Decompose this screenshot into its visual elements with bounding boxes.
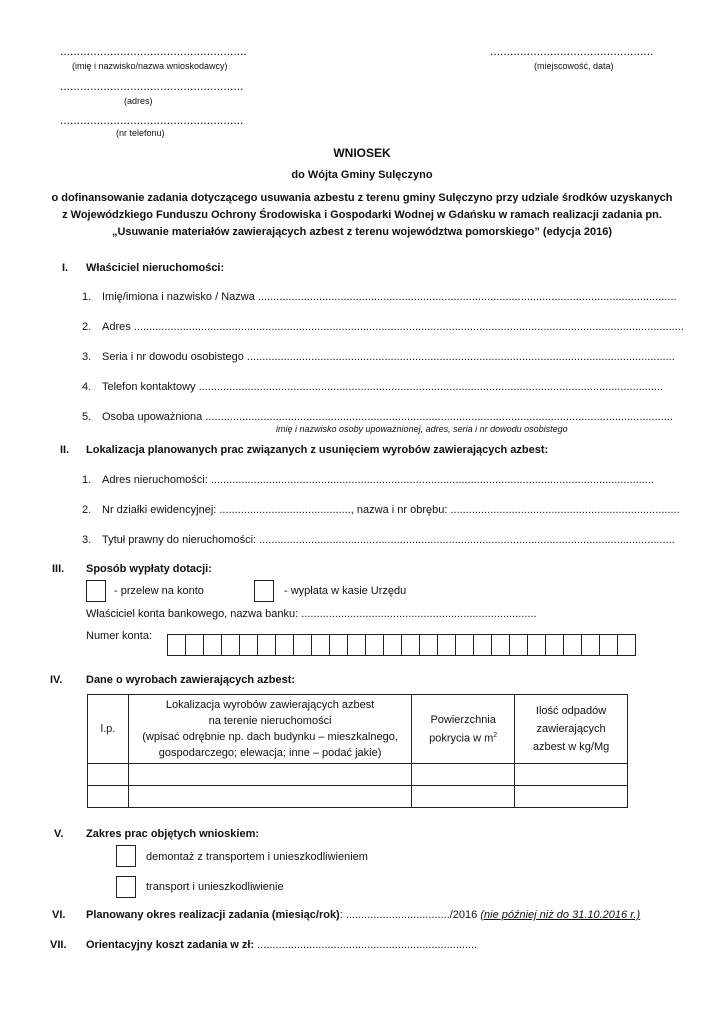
bank-owner-field[interactable]: Właściciel konta bankowego, nazwa banku: ............................................................................. (86, 608, 537, 620)
document-addressee: do Wójta Gminy Sulęczyno (291, 169, 433, 181)
account-digit-cell[interactable] (222, 635, 240, 656)
address-line[interactable]: ....................................................... (60, 79, 244, 93)
legal-title-number: 3. (82, 534, 92, 546)
account-digit-cell[interactable] (420, 635, 438, 656)
section-2-title: Lokalizacja planowanych prac związanych z usunięciem wyrobów zawierających azbest: (86, 444, 549, 456)
property-address-number: 1. (82, 474, 92, 486)
table-cell[interactable] (128, 786, 411, 808)
deadline-note: (nie później niż do 31.10.2016 r.) (480, 909, 641, 921)
phone-line[interactable]: ....................................................... (60, 113, 244, 127)
account-digit-cell[interactable] (186, 635, 204, 656)
section-1-number: I. (62, 262, 69, 274)
section-6-title: Planowany okres realizacji zadania (miesiąc/rok) (86, 909, 340, 921)
transfer-option-label: - przelew na konto (114, 585, 204, 597)
owner-address-number: 2. (82, 321, 92, 333)
table-row (88, 786, 628, 808)
col-area-line: Powierzchnia (430, 713, 496, 726)
account-digit-cell[interactable] (492, 635, 510, 656)
account-digit-cell[interactable] (564, 635, 582, 656)
section-2-number: II. (60, 444, 70, 456)
address-caption: (adres) (124, 96, 153, 106)
owner-id-number: 3. (82, 351, 92, 363)
account-digit-cell[interactable] (546, 635, 564, 656)
document-subject-line-1: o dofinansowanie zadania dotyczącego usuwania azbestu z terenu gminy Sulęczyno przy udziale środków uzyskanych (51, 192, 673, 204)
account-number-grid[interactable] (167, 634, 636, 656)
account-digit-cell[interactable] (348, 635, 366, 656)
transport-option-label: transport i unieszkodliwienie (146, 881, 284, 893)
authorized-person-number: 5. (82, 411, 92, 423)
parcel-number-number: 2. (82, 504, 92, 516)
document-subject-line-3: „Usuwanie materiałów zawierających azbest z terenu województwa pomorskiego” (edycja 2016) (111, 226, 613, 238)
cash-checkbox[interactable] (254, 580, 274, 602)
table-cell[interactable] (515, 764, 628, 786)
owner-phone-field[interactable]: Telefon kontaktowy ........................................................................................................................................................ (102, 381, 664, 393)
applicant-line[interactable]: ........................................................ (60, 44, 247, 58)
col-location-header (128, 695, 411, 764)
account-digit-cell[interactable] (438, 635, 456, 656)
col-waste-line: zawierających (536, 723, 606, 735)
dismantling-option-label: demontaż z transportem i unieszkodliwieniem (146, 851, 368, 863)
account-digit-cell[interactable] (276, 635, 294, 656)
table-cell[interactable] (128, 764, 411, 786)
transfer-checkbox[interactable] (86, 580, 106, 602)
col-area-superscript: 2 (493, 731, 498, 739)
section-1-title: Właściciel nieruchomości: (86, 262, 225, 274)
table-cell[interactable] (88, 786, 129, 808)
account-digit-cell[interactable] (600, 635, 618, 656)
owner-phone-number: 4. (82, 381, 92, 393)
property-address-field[interactable]: Adres nieruchomości: ................................................................................................................................................. (102, 474, 654, 486)
authorized-person-caption: imię i nazwisko osoby upoważnionej, adres, seria i nr dowodu osobistego (276, 424, 568, 434)
col-lp-header: l.p. (88, 695, 129, 764)
account-digit-cell[interactable] (168, 635, 186, 656)
section-5-title: Zakres prac objętych wnioskiem: (86, 828, 260, 840)
account-digit-cell[interactable] (204, 635, 222, 656)
account-digit-cell[interactable] (240, 635, 258, 656)
account-digit-cell[interactable] (510, 635, 528, 656)
table-cell[interactable] (88, 764, 129, 786)
table-row (88, 764, 628, 786)
owner-name-number: 1. (82, 291, 92, 303)
table-cell[interactable] (515, 786, 628, 808)
section-5-number: V. (54, 828, 64, 840)
col-location-line: (wpisać odrębnie np. dach budynku – mieszkalnego, (142, 731, 398, 743)
section-6-row (86, 909, 640, 921)
col-waste-line: Ilość odpadów (535, 705, 607, 717)
dismantling-checkbox[interactable] (116, 845, 136, 867)
place-date-caption: (miejscowość, data) (534, 61, 614, 71)
account-digit-cell[interactable] (312, 635, 330, 656)
col-location-line: Lokalizacja wyrobów zawierających azbest (165, 699, 375, 711)
account-digit-cell[interactable] (330, 635, 348, 656)
section-4-title: Dane o wyrobach zawierających azbest: (86, 674, 296, 686)
applicant-caption: (imię i nazwisko/nazwa wnioskodawcy) (72, 61, 228, 71)
col-area-header (412, 695, 515, 764)
legal-title-field[interactable]: Tytuł prawny do nieruchomości: ........................................................................................................................................ (102, 534, 675, 546)
document-title: WNIOSEK (333, 146, 391, 160)
col-area-unit: pokrycia w m (429, 732, 494, 745)
account-digit-cell[interactable] (528, 635, 546, 656)
cost-field[interactable]: ........................................................................ (257, 939, 478, 951)
account-digit-cell[interactable] (618, 635, 636, 656)
authorized-person-field[interactable]: Osoba upoważniona ......................................................................................................................................................... (102, 411, 673, 423)
owner-name-field[interactable]: Imię/imiona i nazwisko / Nazwa ......................................................................................................................................... (102, 291, 677, 303)
account-digit-cell[interactable] (582, 635, 600, 656)
owner-address-field[interactable]: Adres .................................................................................................................................................................................... (102, 321, 684, 333)
period-field[interactable]: : ................................../2016 (339, 909, 478, 921)
account-number-label: Numer konta: (86, 630, 153, 642)
col-area-line (416, 728, 510, 747)
account-digit-cell[interactable] (294, 635, 312, 656)
parcel-number-field[interactable]: Nr działki ewidencyjnej: ..........................................., nazwa i nr obrębu: ........................................................................... (102, 504, 680, 516)
col-location-line: gospodarczego; elewacja; inne – podać jakie) (158, 747, 382, 759)
account-digit-cell[interactable] (456, 635, 474, 656)
section-3-number: III. (52, 563, 65, 575)
section-3-title: Sposób wypłaty dotacji: (86, 563, 212, 575)
col-waste-line: azbest w kg/Mg (532, 741, 610, 753)
account-digit-cell[interactable] (384, 635, 402, 656)
col-location-line: na terenie nieruchomości (208, 715, 332, 727)
account-digit-cell[interactable] (258, 635, 276, 656)
section-4-number: IV. (50, 674, 63, 686)
account-digit-cell[interactable] (402, 635, 420, 656)
section-6-number: VI. (52, 909, 66, 921)
transport-checkbox[interactable] (116, 876, 136, 898)
phone-caption: (nr telefonu) (116, 128, 165, 138)
document-subject-line-2: z Wojewódzkiego Funduszu Ochrony Środowiska i Gospodarki Wodnej w Gdańsku w ramach realizacji zadania pn. (62, 209, 662, 221)
asbestos-table-header (88, 695, 628, 764)
asbestos-table (87, 694, 628, 808)
section-7-title: Orientacyjny koszt zadania w zł: (86, 939, 255, 951)
cash-option-label: - wypłata w kasie Urzędu (284, 585, 407, 597)
section-7-number: VII. (50, 939, 67, 951)
section-7-row (86, 939, 477, 951)
col-waste-header (515, 695, 628, 764)
place-date-line[interactable]: ................................................. (490, 44, 654, 58)
table-cell[interactable] (412, 764, 515, 786)
table-cell[interactable] (412, 786, 515, 808)
account-digit-cell[interactable] (366, 635, 384, 656)
account-digit-cell[interactable] (474, 635, 492, 656)
owner-id-field[interactable]: Seria i nr dowodu osobistego ............................................................................................................................................ (102, 351, 675, 363)
